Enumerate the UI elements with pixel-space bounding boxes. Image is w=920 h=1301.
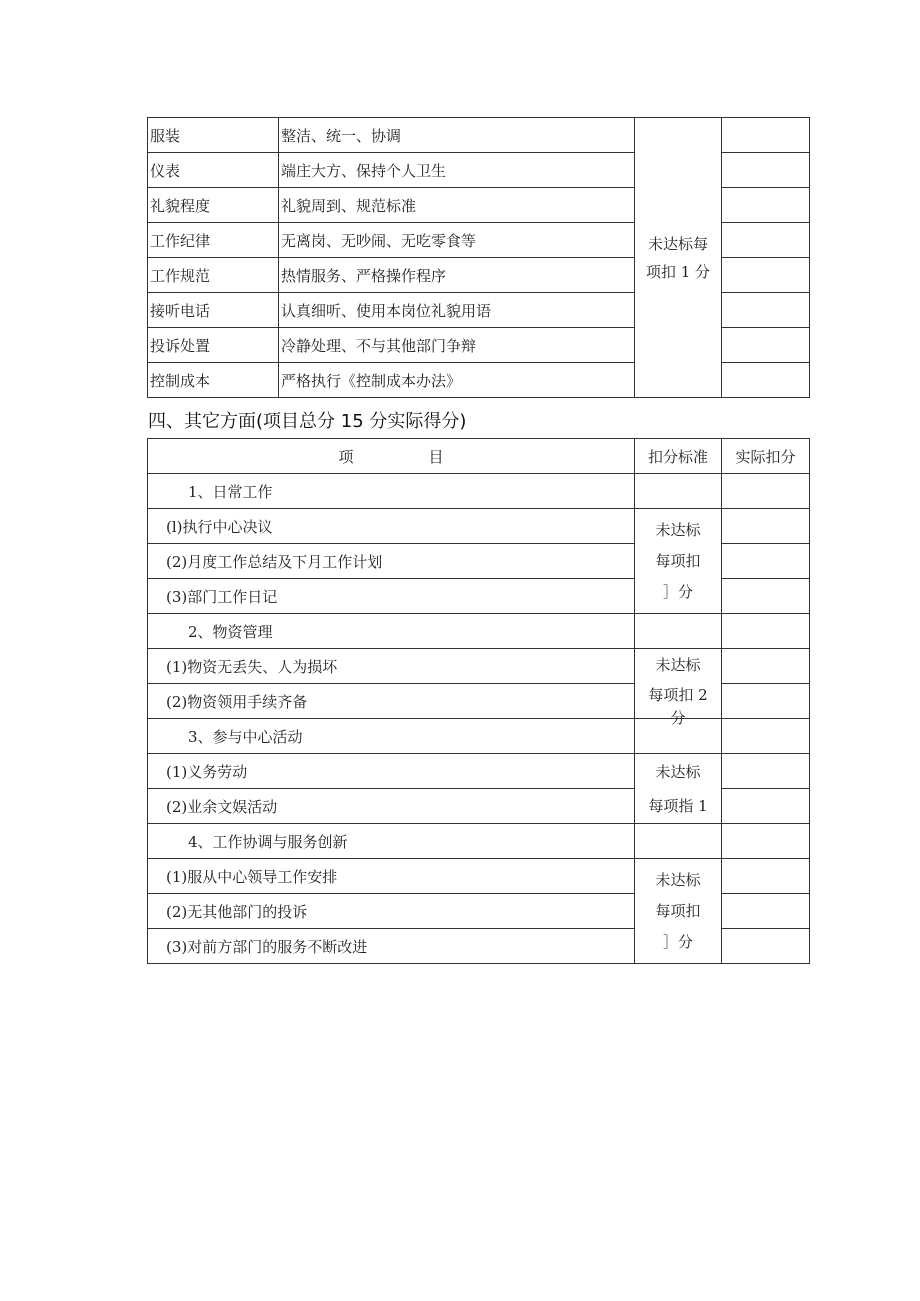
item-requirement: 严格执行《控制成本办法》 — [279, 363, 635, 398]
item-requirement: 无离岗、无吵闹、无吃零食等 — [279, 223, 635, 258]
score-cell[interactable] — [722, 614, 810, 649]
score-cell[interactable] — [722, 894, 810, 929]
score-cell[interactable] — [722, 474, 810, 509]
deduction-standard — [635, 118, 722, 398]
deduction-standard — [635, 859, 722, 964]
score-cell[interactable] — [722, 789, 810, 824]
score-cell[interactable] — [722, 328, 810, 363]
sub-item: (1)义务劳动 — [148, 754, 635, 789]
table-row — [148, 824, 810, 859]
score-cell[interactable] — [722, 363, 810, 398]
header-item: 项 目 — [148, 439, 635, 474]
sub-item: (2)月度工作总结及下月工作计划 — [148, 544, 635, 579]
standard-line: 分 — [670, 708, 686, 727]
standard-line: 每项扣 — [655, 901, 701, 920]
item-name: 工作纪律 — [148, 223, 279, 258]
item-name: 投诉处置 — [148, 328, 279, 363]
item-name: 控制成本 — [148, 363, 279, 398]
score-cell[interactable] — [722, 118, 810, 153]
table-row — [148, 719, 810, 754]
score-cell[interactable] — [722, 859, 810, 894]
standard-line: 未达标 — [655, 762, 701, 781]
item-name: 接听电话 — [148, 293, 279, 328]
sub-item: (3)对前方部门的服务不断改进 — [148, 929, 635, 964]
header-actual: 实际扣分 — [722, 439, 810, 474]
table-row — [148, 649, 810, 684]
score-cell[interactable] — [722, 544, 810, 579]
section-title: 四、其它方面(项目总分 15 分实际得分) — [148, 411, 467, 432]
standard-line: 每项指 1 — [648, 796, 708, 815]
deduction-standard — [635, 649, 722, 727]
category-title: 2、物资管理 — [148, 614, 635, 649]
score-cell[interactable] — [722, 509, 810, 544]
score-cell[interactable] — [722, 153, 810, 188]
sub-item: (3)部门工作日记 — [148, 579, 635, 614]
score-cell[interactable] — [722, 649, 810, 684]
item-requirement: 认真细听、使用本岗位礼貌用语 — [279, 293, 635, 328]
sub-item: (2)业余文娱活动 — [148, 789, 635, 824]
sub-item: (1)服从中心领导工作安排 — [148, 859, 635, 894]
table-row — [148, 474, 810, 509]
score-cell[interactable] — [722, 188, 810, 223]
sub-item: (2)无其他部门的投诉 — [148, 894, 635, 929]
deduction-standard — [635, 754, 722, 824]
item-requirement: 冷静处理、不与其他部门争辩 — [279, 328, 635, 363]
standard-line: ］分 — [662, 582, 693, 601]
sub-item: (l)执行中心决议 — [148, 509, 635, 544]
item-name: 仪表 — [148, 153, 279, 188]
table-row — [148, 859, 810, 894]
item-requirement: 端庄大方、保持个人卫生 — [279, 153, 635, 188]
standard-line: 未达标 — [655, 520, 701, 539]
score-cell[interactable] — [722, 929, 810, 964]
sub-item: (2)物资领用手续齐备 — [148, 684, 635, 719]
item-name: 工作规范 — [148, 258, 279, 293]
score-cell[interactable] — [722, 719, 810, 754]
standard-line: 项扣 1 分 — [645, 262, 711, 281]
standard-cell — [635, 474, 722, 509]
standard-line: 未达标 — [655, 870, 701, 889]
item-name: 礼貌程度 — [148, 188, 279, 223]
category-title: 1、日常工作 — [148, 474, 635, 509]
conduct-table — [147, 117, 810, 398]
table-row — [148, 509, 810, 544]
score-cell[interactable] — [722, 579, 810, 614]
item-name: 服装 — [148, 118, 279, 153]
sub-item: (1)物资无丢失、人为损坏 — [148, 649, 635, 684]
standard-line: 每项扣 — [655, 551, 701, 570]
deduction-standard — [635, 509, 722, 614]
standard-line: ］分 — [662, 932, 693, 951]
other-aspects-table — [147, 438, 810, 964]
score-cell[interactable] — [722, 684, 810, 719]
standard-line: 未达标 — [655, 655, 701, 674]
category-title: 3、参与中心活动 — [148, 719, 635, 754]
header-standard: 扣分标准 — [635, 439, 722, 474]
score-cell[interactable] — [722, 293, 810, 328]
score-cell[interactable] — [722, 258, 810, 293]
table-header-row — [148, 439, 810, 474]
score-cell[interactable] — [722, 754, 810, 789]
standard-cell — [635, 824, 722, 859]
score-cell[interactable] — [722, 223, 810, 258]
table-row — [148, 754, 810, 789]
table-row — [148, 614, 810, 649]
category-title: 4、工作协调与服务创新 — [148, 824, 635, 859]
item-requirement: 整洁、统一、协调 — [279, 118, 635, 153]
item-requirement: 礼貌周到、规范标准 — [279, 188, 635, 223]
standard-line: 每项扣 2 — [648, 685, 708, 704]
standard-cell — [635, 614, 722, 649]
standard-line: 未达标每 — [647, 234, 708, 253]
item-requirement: 热情服务、严格操作程序 — [279, 258, 635, 293]
table-row — [148, 118, 810, 153]
score-cell[interactable] — [722, 824, 810, 859]
